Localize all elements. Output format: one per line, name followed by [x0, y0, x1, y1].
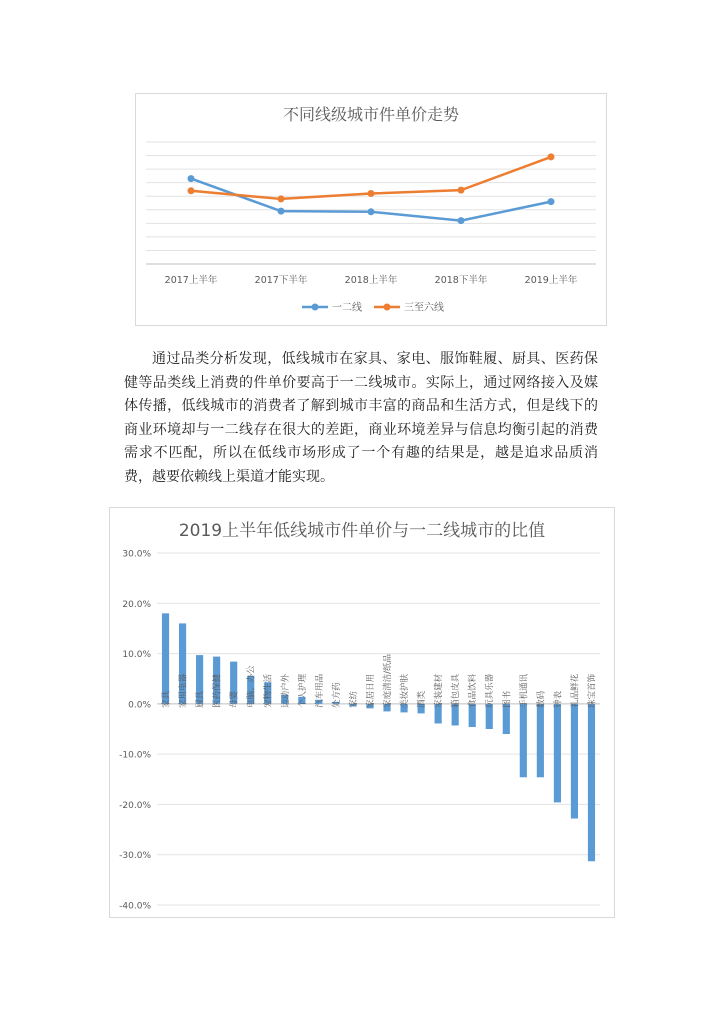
x-tick-label: 家纺: [348, 690, 359, 708]
bar: [537, 704, 544, 777]
legend-marker: [384, 304, 391, 311]
x-tick-label: 2019上半年: [524, 275, 578, 286]
bar-chart-card: [109, 507, 615, 918]
x-tick-label: 食品饮料: [468, 673, 479, 708]
body-paragraph: 通过品类分析发现，低线城市在家具、家电、服饰鞋履、厨具、医药保健等品类线上消费的件单价要高于一二线城市。实际上，通过网络接入及媒体传播，低线城市的消费者了解到城市丰富的商品和生活方式，但是线下的商业环境却与一二线存在很大的差距，商业环境差异与信息均衡引起的消费需求不匹配，所以在低线市场形成了一个有趣的结果是，越是追求品质消费，越要依赖线上渠道才能实现。: [124, 351, 598, 485]
x-tick-label: 家用电器: [178, 673, 189, 708]
x-tick-label: 酒类: [417, 690, 428, 708]
y-tick-label: -20.0%: [119, 800, 151, 811]
bar: [520, 704, 527, 777]
line-chart-card: [135, 93, 607, 326]
data-point: [368, 208, 375, 215]
x-tick-label: 厨具: [195, 690, 206, 708]
data-point: [548, 198, 555, 205]
legend-label: 一二线: [332, 302, 362, 314]
x-tick-label: 箱包皮具: [451, 673, 462, 708]
data-point: [458, 217, 465, 224]
bar-chart-title: 2019上半年低线城市件单价与一二线城市的比值: [178, 521, 546, 541]
x-tick-label: 家居日用: [365, 673, 376, 708]
data-point: [548, 153, 555, 160]
x-tick-label: 数码: [536, 690, 547, 708]
y-tick-label: -30.0%: [119, 851, 151, 862]
y-tick-label: 30.0%: [122, 549, 151, 560]
x-tick-label: 钟表: [553, 690, 564, 708]
x-tick-label: 2017下半年: [254, 275, 308, 286]
x-tick-label: 美妆护肤: [400, 673, 411, 708]
x-tick-label: 宠物生活: [263, 673, 274, 708]
x-tick-label: 珠宝首饰: [587, 673, 598, 708]
x-tick-label: 家装建材: [434, 673, 445, 708]
data-point: [188, 187, 195, 194]
y-tick-label: -40.0%: [119, 901, 151, 912]
data-point: [278, 208, 285, 215]
line-chart-title: 不同线级城市件单价走势: [282, 105, 459, 124]
bar: [571, 704, 578, 819]
x-tick-label: 母婴: [229, 690, 240, 708]
bar-chart-svg: [110, 508, 616, 919]
data-point: [188, 175, 195, 182]
bar: [554, 704, 561, 803]
x-tick-label: 家具: [161, 690, 172, 708]
x-tick-label: 玩具乐器: [485, 673, 496, 708]
data-point: [458, 187, 465, 194]
x-tick-label: 礼品鲜花: [570, 673, 581, 708]
x-tick-label: 图书: [502, 690, 513, 708]
x-tick-label: 运动户外: [280, 673, 291, 708]
x-tick-label: 2018上半年: [344, 275, 398, 286]
x-tick-label: 家庭清洁/纸品: [383, 653, 394, 708]
y-tick-label: 20.0%: [122, 599, 151, 610]
data-point: [278, 195, 285, 202]
y-tick-label: -10.0%: [119, 750, 151, 761]
x-tick-label: 处方药: [331, 682, 342, 708]
x-tick-label: 个人护理: [297, 673, 308, 708]
data-point: [368, 190, 375, 197]
legend-label: 三至六线: [404, 302, 444, 314]
bar: [162, 613, 169, 704]
x-tick-label: 2017上半年: [164, 275, 218, 286]
x-tick-label: 2018下半年: [434, 275, 488, 286]
y-tick-label: 10.0%: [122, 650, 151, 661]
x-tick-label: 医药保健: [212, 673, 223, 708]
legend-marker: [312, 304, 319, 311]
y-tick-label: 0.0%: [128, 700, 151, 711]
line-chart-svg: [136, 94, 608, 327]
x-tick-label: 电脑、办公: [246, 665, 257, 708]
bar: [588, 704, 595, 861]
x-tick-label: 汽车用品: [314, 673, 325, 708]
x-tick-label: 手机通讯: [519, 673, 530, 708]
